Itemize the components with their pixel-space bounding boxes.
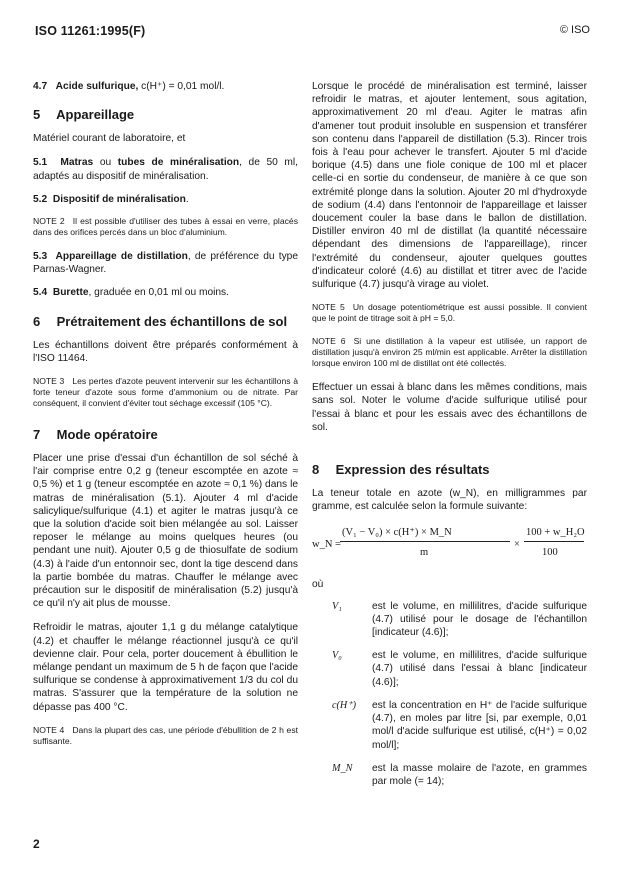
clause-number: 5.2 (33, 193, 48, 205)
clause-term: Dispositif de minéralisation (52, 193, 186, 205)
definition-symbol: V₀ (332, 650, 342, 662)
clause-term: Burette (52, 287, 89, 299)
nitrogen-formula (312, 524, 587, 566)
clause-text: , de préférence du type Parnas-Wagner. (33, 251, 299, 276)
section-number: 6 (33, 313, 41, 329)
clause-number: 5.4 (33, 287, 48, 299)
where-label: où (312, 579, 324, 591)
section-6-paragraph: Les échantillons doivent être préparés conformément à l'ISO 11464. (33, 339, 298, 364)
note-label: NOTE 2 (33, 216, 65, 227)
clause-title: Acide sulfurique, (55, 81, 139, 92)
page-number: 2 (33, 837, 40, 851)
clause-text: ou (93, 157, 118, 169)
clause-text: c(H⁺) = 0,01 mol/l. (138, 81, 225, 92)
section-number: 8 (312, 462, 320, 478)
section-number: 5 (33, 107, 41, 123)
section-6-heading (33, 314, 298, 330)
distillation-paragraph: Lorsque le procédé de minéralisation est terminé, laisser refroidir le matras, et ajouter lentement, sous agitation, approximativement 20 ml d'eau. Agiter le matras afin d'amener tout produit insoluble en suspension et transférer son contenu dans l'appareil de distillation (5.3). Rincer trois fois à l'eau pour achever le transfert. Ajouter 5 ml d'acide borique (4.5) dans une fiole conique de 100 ml et placer celle-ci en sortie du condenseur, de manière à ce que son extrémité plonge dans la solution. Ajouter 20 ml d'hydroxyde de sodium (4.4) dans l'entonnoir de l'appareillage et laisser doucement couler la base dans le ballon de distillation. Distiller environ 40 ml de distillat (la quantité nécessaire dépendant des dimensions de l'appareillage), rincer l'extrémité du condenseur, ajouter quelques gouttes d'indicateur coloré (4.6) au distillat et titrer avec de l'acide sulfurique (4.7) jusqu'à virage au violet. (312, 81, 587, 291)
definition-text: est la masse molaire de l'azote, en grammes par mole (= 14); (372, 762, 587, 787)
clause-5-4 (33, 286, 298, 299)
clause-term: Appareillage de distillation (55, 251, 188, 263)
section-5-intro: Matériel courant de laboratoire, et (33, 133, 186, 145)
definition-symbol: c(H⁺) (332, 699, 357, 711)
blank-test-paragraph: Effectuer un essai à blanc dans les mêmes conditions, mais sans sol. Noter le volume d'acide sulfurique utilisé pour l'essai à blanc et pour les essais avec des échantillons de sol. (312, 382, 587, 433)
note-text: Dans la plupart des cas, une période d'ébullition de 2 h est suffisante. (33, 724, 299, 746)
standard-reference: ISO 11261:1995(F) (35, 24, 146, 38)
note-label: NOTE 3 (33, 376, 65, 387)
formula-times: × (514, 539, 520, 551)
note-2 (33, 216, 298, 238)
formula-numerator: (V₁ − V₀) × c(H⁺) × M_N (342, 527, 452, 539)
note-text: Les pertes d'azote peuvent intervenir sur les échantillons à forte teneur d'azote sous forme d'ammonium ou de nitrate. Par conséquent, il convient d'éviter tout séchage excessif (105 °C). (33, 376, 298, 409)
formula-denominator: m (420, 547, 429, 559)
definition-symbol: M_N (332, 762, 353, 774)
left-column (33, 80, 298, 759)
section-7-heading (33, 427, 298, 443)
fraction-bar (524, 541, 584, 542)
note-6 (312, 336, 587, 369)
definition-text: est la concentration en H⁺ de l'acide sulfurique (4.7), en moles par litre [si, par exemple, 0,01 mol/l d'acide sulfurique est utilisé, c(H⁺) = 0,02 mol/l]; (372, 699, 587, 751)
formula-denominator-2: 100 (542, 547, 558, 559)
clause-5-2 (33, 193, 298, 206)
section-title: Mode opératoire (56, 427, 158, 443)
clause-4-7 (33, 80, 298, 93)
clause-term: Matras (60, 157, 94, 169)
definition-text: est le volume, en millilitres, d'acide sulfurique (4.7) utilisé pour le dosage de l'échantillon [indicateur (4.6)]; (372, 600, 587, 639)
note-5 (312, 302, 587, 324)
note-text: Un dosage potentiométrique est aussi possible. Il convient que le point de titrage soit à pH = 5,0. (312, 302, 587, 324)
right-column (312, 80, 587, 798)
clause-number: 5.3 (33, 251, 48, 263)
definition-item (312, 699, 587, 752)
clause-text: , de 50 ml, adaptés au dispositif de minéralisation. (33, 157, 298, 182)
definition-item (312, 762, 587, 788)
clause-number: 4.7 (33, 81, 48, 92)
section-title: Prétraitement des échantillons de sol (56, 313, 288, 329)
section-8-paragraph: La teneur totale en azote (w_N), en milligrammes par gramme, est calculée selon la formule suivante: (312, 488, 587, 513)
definition-symbol: V₁ (332, 600, 342, 612)
note-label: NOTE 4 (33, 724, 65, 735)
clause-5-3 (33, 250, 298, 276)
section-title: Appareillage (56, 107, 135, 123)
section-7-paragraph-1: Placer une prise d'essai d'un échantillon de sol séché à l'air comprise entre 0,2 g (teneur escomptée en azote ≈ 0,5 %) et 1 g (teneur escomptée en azote ≈ 0,1 %) dans le matras de minéralisation (5.1). Ajouter 4 ml d'acide salicylique/sulfurique (4.1) et agiter le matras jusqu'à ce que la solution d'acide soit bien mélangée au sol. Laisser reposer le mélange au moins quelques heures (ou pendant une nuit). Ajouter 0,5 g de thiosulfate de sodium (4.3) à l'aide d'un entonnoir sec, dont la tige descend dans la partie bombée du matras. Chauffer le mélange avec précaution sur le dispositif de minéralisation (5.2) jusqu'à ce qu'il n'y ait plus de mousse. (33, 453, 298, 610)
note-4 (33, 725, 298, 747)
section-5-heading (33, 107, 298, 123)
clause-5-1 (33, 156, 298, 182)
symbol-definitions (312, 600, 587, 788)
note-3 (33, 376, 298, 409)
definition-item (312, 600, 587, 640)
formula-numerator-2: 100 + w_H₂O (526, 527, 585, 539)
section-title: Expression des résultats (335, 462, 490, 478)
formula-lhs: w_N = (312, 539, 341, 551)
fraction-bar (340, 541, 510, 542)
section-8-heading (312, 462, 587, 478)
definition-text: est le volume, en millilitres, d'acide sulfurique (4.7) utilisé dans l'essai à blanc [indicateur (4.6)]; (372, 650, 587, 688)
note-label: NOTE 5 (312, 302, 345, 313)
copyright-mark: © ISO (559, 24, 590, 36)
note-text: Il est possible d'utiliser des tubes à essai en verre, placés dans des orifices percés dans un bloc d'aluminium. (33, 216, 298, 238)
note-label: NOTE 6 (312, 336, 346, 347)
clause-number: 5.1 (33, 157, 48, 169)
note-text: Si une distillation à la vapeur est utilisée, un rapport de distillation jusqu'à environ 25 ml/min est applicable. Arrêter la distillation lorsque environ 100 ml de distillat ont été collectés. (312, 336, 587, 369)
section-7-paragraph-2: Refroidir le matras, ajouter 1,1 g du mélange catalytique (4.2) et chauffer le mélange réactionnel jusqu'à ce qu'il devienne clair. Pour cela, porter doucement à ébullition le mélange pendant un maximum de 5 h de façon que l'acide sulfurique se condense à approximativement 1/3 du col du matras. S'assurer que la température de la solution ne dépasse pas 400 °C. (33, 622, 298, 713)
clause-term: tubes de minéralisation (117, 157, 240, 169)
section-number: 7 (33, 427, 41, 443)
clause-text: , graduée en 0,01 ml ou moins. (88, 287, 229, 299)
definition-item (312, 649, 587, 689)
clause-text: . (185, 193, 189, 205)
